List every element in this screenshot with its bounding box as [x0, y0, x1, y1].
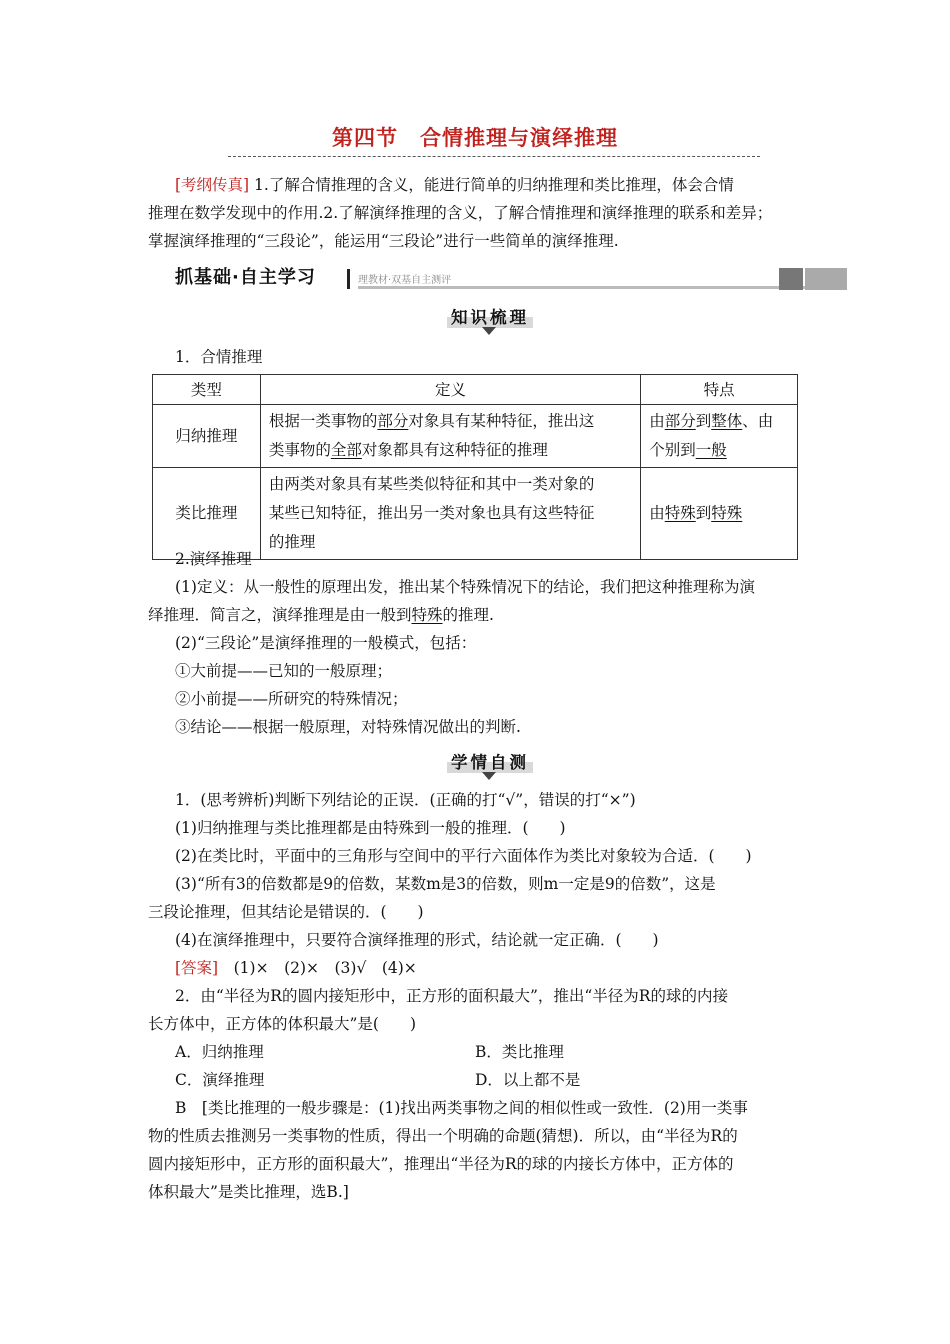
table-cell-definition: 根据一类事物的部分对象具有某种特征，推出这 类事物的全部对象都具有这种特征的推理	[260, 405, 640, 468]
table-header: 特点	[641, 375, 798, 405]
section-heading-selftest: 学情自测	[0, 749, 950, 773]
syllabus-text-1: 1.了解合情推理的含义，能进行简单的归纳推理和类比推理，体会合情	[254, 176, 734, 194]
syllabus-line-2: 推理在数学发现中的作用.2.了解演绎推理的含义，了解合情推理和演绎推理的联系和差异；	[148, 204, 773, 222]
question-1-part-2: (2)在类比时，平面中的三角形与空间中的平行六面体作为类比对象较为合适．( )	[175, 847, 752, 865]
option-d: D．以上都不是	[475, 1071, 581, 1089]
table-cell-type: 类比推理	[153, 468, 261, 560]
banner-block-light	[805, 268, 847, 290]
question-1-part-3: (3)“所有3的倍数都是9的倍数，某数m是3的倍数，则m一定是9的倍数”，这是	[175, 875, 716, 893]
deduction-line-1: (1)定义：从一般性的原理出发，推出某个特殊情况下的结论，我们把这种推理称为演	[175, 578, 755, 596]
solution-line-1: B [类比推理的一般步骤是：(1)找出两类事物之间的相似性或一致性．(2)用一类事	[175, 1099, 748, 1117]
table-cell-definition: 由两类对象具有某些类似特征和其中一类对象的 某些已知特征，推出另一类对象也具有这些特征 的推理	[260, 468, 640, 560]
solution-line-4: 体积最大”是类比推理，选B.]	[148, 1183, 349, 1201]
banner-title: 抓基础·自主学习	[175, 267, 316, 288]
deduction-minor-premise: ②小前提——所研究的特殊情况；	[175, 690, 408, 708]
reasoning-table	[152, 374, 798, 560]
table-header: 定义	[260, 375, 640, 405]
answer-line	[175, 958, 417, 978]
question-1-part-1: (1)归纳推理与类比推理都是由特殊到一般的推理．( )	[175, 819, 566, 837]
section-heading-knowledge: 知识梳理	[0, 304, 950, 328]
banner-block-dark	[779, 268, 803, 290]
table-cell-feature: 由特殊到特殊	[641, 468, 798, 560]
table-cell-type: 归纳推理	[153, 405, 261, 468]
table-row	[153, 405, 798, 468]
question-1: 1．(思考辨析)判断下列结论的正误．(正确的打“√”，错误的打“×”)	[175, 791, 636, 809]
page-title: 第四节 合情推理与演绎推理	[332, 126, 618, 150]
syllabus-line-1	[175, 175, 734, 195]
item-heading-1: 1．合情推理	[175, 348, 263, 366]
banner-divider	[347, 269, 350, 289]
option-c: C．演绎推理	[175, 1071, 265, 1089]
banner-stripe	[358, 286, 847, 289]
solution-line-3: 圆内接矩形中，正方形的面积最大”，推理出“半径为R的球的内接长方体中，正方体的	[148, 1155, 734, 1173]
section-marker-triangle	[482, 327, 496, 335]
section-banner	[175, 266, 847, 292]
table-header-row	[153, 375, 798, 405]
answer-text: (1)× (2)× (3)√ (4)×	[233, 959, 417, 977]
table-header: 类型	[153, 375, 261, 405]
table-cell-feature: 由部分到整体、由 个别到一般	[641, 405, 798, 468]
banner-subtitle: 理教材·双基自主测评	[358, 275, 452, 286]
option-a: A．归纳推理	[175, 1043, 264, 1061]
question-1-part-4: (4)在演绎推理中，只要符合演绎推理的形式，结论就一定正确．( )	[175, 931, 659, 949]
deduction-line-2: 绎推理．简言之，演绎推理是由一般到特殊的推理.	[148, 606, 494, 624]
deduction-line-3: (2)“三段论”是演绎推理的一般模式，包括：	[175, 634, 477, 652]
solution-line-2: 物的性质去推测另一类事物的性质，得出一个明确的命题(猜想)．所以，由“半径为R的	[148, 1127, 738, 1145]
deduction-major-premise: ①大前提——已知的一般原理；	[175, 662, 393, 680]
deduction-conclusion: ③结论——根据一般原理，对特殊情况做出的判断.	[175, 718, 521, 736]
question-2: 2．由“半径为R的圆内接矩形中，正方形的面积最大”，推出“半径为R的球的内接	[175, 987, 728, 1005]
question-1-part-3-cont: 三段论推理，但其结论是错误的．( )	[148, 903, 424, 921]
table-row	[153, 468, 798, 560]
option-b: B．类比推理	[475, 1043, 564, 1061]
item-heading-2: 2.演绎推理	[175, 550, 252, 568]
syllabus-tag: [考纲传真]	[175, 176, 250, 194]
answer-tag: [答案]	[175, 959, 219, 977]
title-divider	[228, 156, 760, 158]
syllabus-line-3: 掌握演绎推理的“三段论”，能运用“三段论”进行一些简单的演绎推理.	[148, 232, 619, 250]
question-2-cont: 长方体中，正方体的体积最大”是( )	[148, 1015, 417, 1033]
section-marker-triangle	[482, 772, 496, 780]
